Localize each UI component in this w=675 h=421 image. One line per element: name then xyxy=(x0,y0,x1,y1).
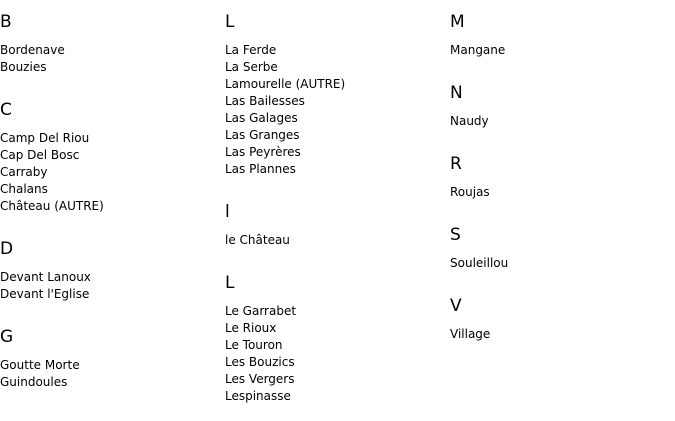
place-list xyxy=(0,357,225,391)
place-list xyxy=(450,113,675,130)
list-item xyxy=(0,147,225,164)
place-link[interactable]: Devant l'Eglise xyxy=(0,287,90,301)
place-link[interactable]: Chalans xyxy=(0,182,48,196)
group-letter-heading: l xyxy=(225,202,230,222)
place-link[interactable]: Naudy xyxy=(450,114,489,128)
group-letter-heading: D xyxy=(0,239,14,259)
place-list xyxy=(450,184,675,201)
place-link[interactable]: Cap Del Bosc xyxy=(0,148,80,162)
list-item xyxy=(225,144,450,161)
place-link[interactable]: Las Galages xyxy=(225,111,298,125)
place-link[interactable]: Camp Del Riou xyxy=(0,131,90,145)
place-list xyxy=(225,42,450,178)
list-item xyxy=(450,255,675,272)
letter-group xyxy=(450,225,675,272)
place-list xyxy=(225,303,450,405)
letter-group xyxy=(0,239,225,303)
place-link[interactable]: La Serbe xyxy=(225,60,278,74)
place-link[interactable]: Las Granges xyxy=(225,128,300,142)
index-column xyxy=(225,0,450,405)
place-list xyxy=(0,269,225,303)
list-item xyxy=(0,374,225,391)
group-letter-heading: L xyxy=(225,273,235,293)
group-letter-heading: C xyxy=(0,100,12,120)
group-letter-heading: G xyxy=(0,327,14,347)
index-column xyxy=(450,0,675,343)
place-link[interactable]: Souleillou xyxy=(450,256,509,270)
letter-group xyxy=(450,83,675,130)
place-link[interactable]: Les Bouzics xyxy=(225,355,295,369)
list-item xyxy=(0,59,225,76)
list-item xyxy=(0,130,225,147)
place-link[interactable]: Bouzies xyxy=(0,60,47,74)
letter-group xyxy=(450,12,675,59)
list-item xyxy=(0,164,225,181)
place-link[interactable]: Le Rioux xyxy=(225,321,277,335)
place-link[interactable]: Le Garrabet xyxy=(225,304,297,318)
letter-group xyxy=(450,296,675,343)
list-item xyxy=(450,184,675,201)
place-link[interactable]: Roujas xyxy=(450,185,490,199)
place-link[interactable]: La Ferde xyxy=(225,43,277,57)
list-item xyxy=(0,286,225,303)
list-item xyxy=(225,127,450,144)
letter-group xyxy=(450,154,675,201)
group-letter-heading: M xyxy=(450,12,465,32)
list-item xyxy=(225,371,450,388)
place-link[interactable]: Château (AUTRE) xyxy=(0,199,104,213)
letter-group xyxy=(0,12,225,76)
place-list xyxy=(0,130,225,215)
place-link[interactable]: Las Peyrères xyxy=(225,145,301,159)
list-item xyxy=(225,337,450,354)
list-item xyxy=(0,357,225,374)
place-list xyxy=(225,232,450,249)
list-item xyxy=(450,326,675,343)
list-item xyxy=(225,42,450,59)
place-link[interactable]: Las Bailesses xyxy=(225,94,305,108)
place-list xyxy=(450,255,675,272)
place-link[interactable]: Lespinasse xyxy=(225,389,291,403)
place-list xyxy=(450,326,675,343)
letter-group xyxy=(225,12,450,178)
place-list xyxy=(450,42,675,59)
place-link[interactable]: Mangane xyxy=(450,43,506,57)
list-item xyxy=(225,110,450,127)
place-link[interactable]: Devant Lanoux xyxy=(0,270,91,284)
place-link[interactable]: le Château xyxy=(225,233,290,247)
place-link[interactable]: Goutte Morte xyxy=(0,358,80,372)
list-item xyxy=(450,42,675,59)
list-item xyxy=(0,42,225,59)
index-column xyxy=(0,0,225,391)
list-item xyxy=(225,354,450,371)
place-link[interactable]: Las Plannes xyxy=(225,162,296,176)
letter-group xyxy=(225,202,450,249)
list-item xyxy=(225,161,450,178)
list-item xyxy=(0,198,225,215)
place-link[interactable]: Bordenave xyxy=(0,43,65,57)
place-link[interactable]: Lamourelle (AUTRE) xyxy=(225,77,346,91)
list-item xyxy=(225,320,450,337)
list-item xyxy=(450,113,675,130)
list-item xyxy=(225,388,450,405)
letter-group xyxy=(225,273,450,405)
group-letter-heading: B xyxy=(0,12,12,32)
place-link[interactable]: Les Vergers xyxy=(225,372,295,386)
list-item xyxy=(225,76,450,93)
letter-group xyxy=(0,100,225,215)
list-item xyxy=(0,269,225,286)
letter-group xyxy=(0,327,225,391)
list-item xyxy=(225,93,450,110)
group-letter-heading: R xyxy=(450,154,462,174)
group-letter-heading: N xyxy=(450,83,463,103)
group-letter-heading: S xyxy=(450,225,461,245)
place-link[interactable]: Village xyxy=(450,327,491,341)
place-list xyxy=(0,42,225,76)
group-letter-heading: V xyxy=(450,296,462,316)
place-link[interactable]: Le Touron xyxy=(225,338,283,352)
list-item xyxy=(225,303,450,320)
list-item xyxy=(0,181,225,198)
list-item xyxy=(225,232,450,249)
list-item xyxy=(225,59,450,76)
group-letter-heading: L xyxy=(225,12,235,32)
place-link[interactable]: Guindoules xyxy=(0,375,68,389)
place-link[interactable]: Carraby xyxy=(0,165,48,179)
